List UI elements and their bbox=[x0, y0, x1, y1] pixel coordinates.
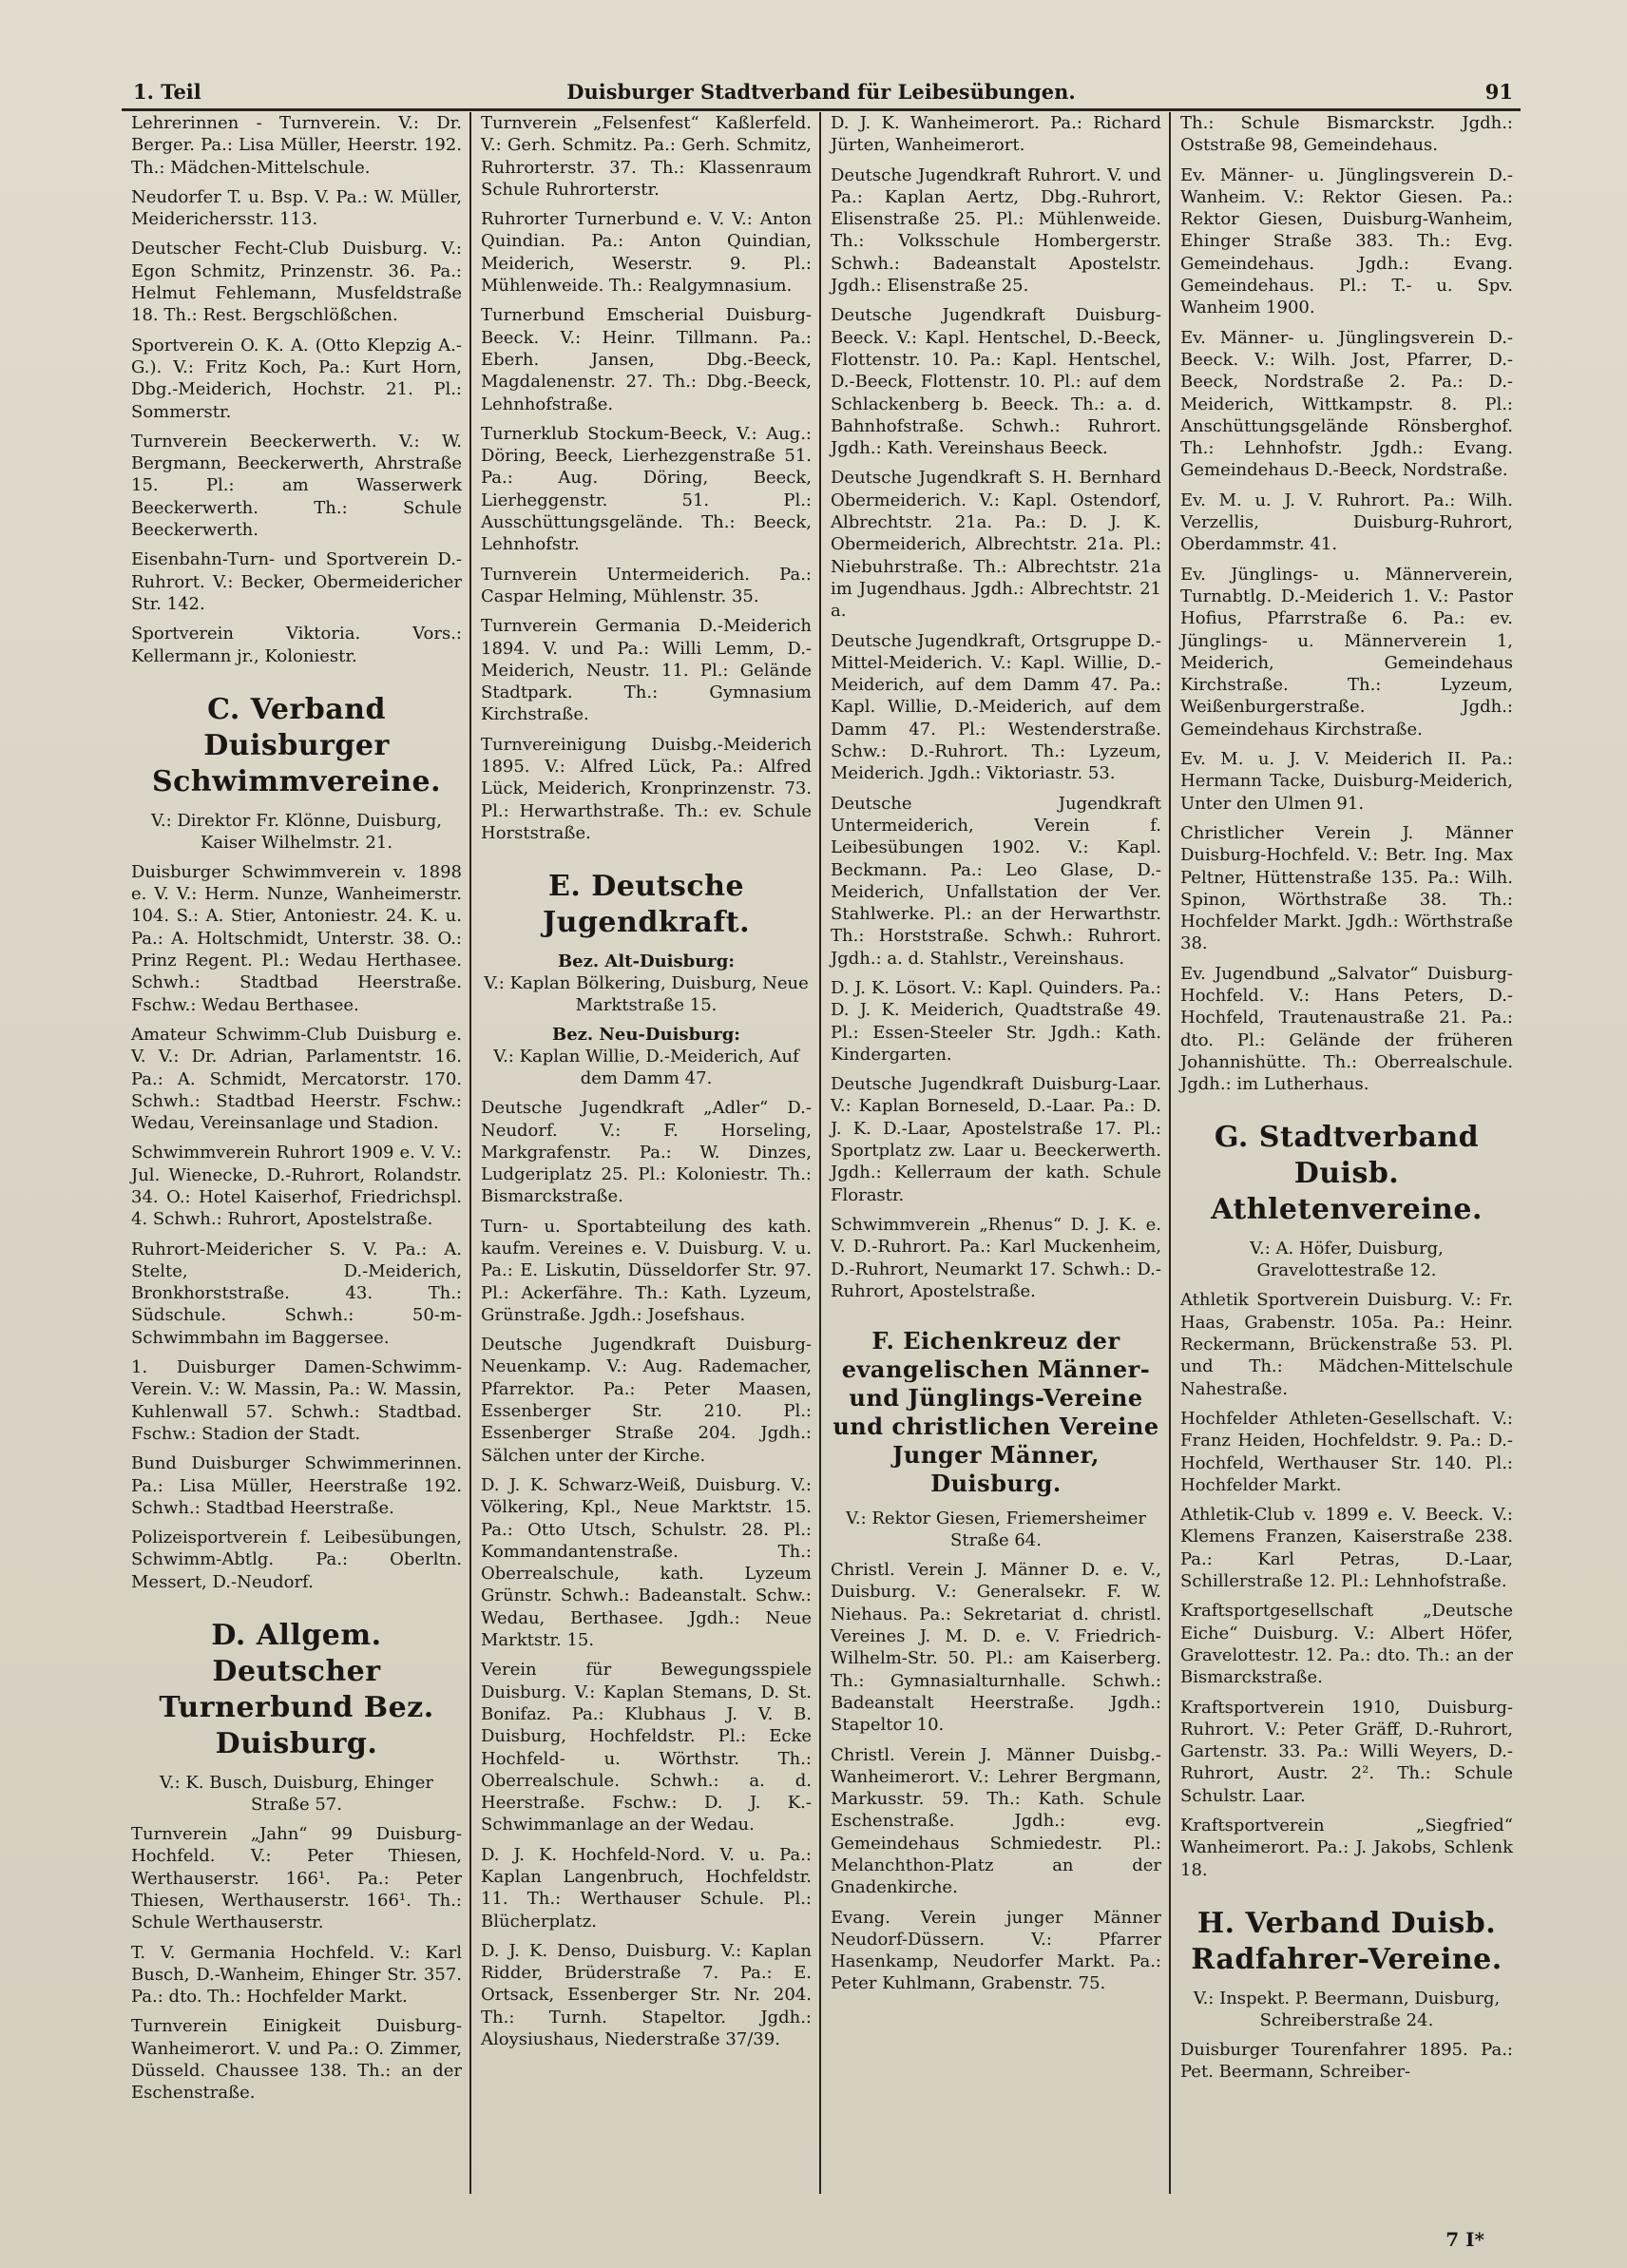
list-item: Neudorfer T. u. Bsp. V. Pa.: W. Müller, Meiderichersstr. 113. bbox=[131, 186, 462, 230]
list-item: Hochfelder Athleten-Gesellschaft. V.: Franz Heiden, Hochfeldstr. 9. Pa.: D.-Hochfeld, Werthauser Str. 140. Pl.: Hochfelder Markt. bbox=[1180, 1408, 1513, 1495]
list-item: Th.: Schule Bismarckstr. Jgdh.: Oststraße 98, Gemeindehaus. bbox=[1180, 113, 1513, 156]
list-item: Duisburger Schwimmverein v. 1898 e. V. V.: Herm. Nunze, Wanheimerstr. 104. S.: A. Stier, Antoniestr. 24. K. u. Pa.: A. Holtschmidt, Unterstr. 38. O.: Prinz Regent. Pl.: Wedau Herthasee. Schwh.: Stadtbad Heerstraße. Fschw.: Wedau Berthasee. bbox=[131, 861, 462, 1015]
list-item: Christlicher Verein J. Männer Duisburg-Hochfeld. V.: Betr. Ing. Max Peltner, Hüttenstraße 135. Pa.: Wilh. Spinon, Wörthstraße 38. Th.: Hochfelder Markt. Jgdh.: Wörthstraße 38. bbox=[1180, 822, 1513, 954]
list-item: Amateur Schwimm-Club Duisburg e. V. V.: Dr. Adrian, Parlamentstr. 16. Pa.: A. Schmidt, Mercatorstr. 170. Schwh.: Stadtbad Heerstr. Fschw.: Wedau, Vereinsanlage und Stadion. bbox=[131, 1024, 462, 1134]
list-item: Deutscher Fecht-Club Duisburg. V.: Egon Schmitz, Prinzenstr. 36. Pa.: Helmut Fehlemann, Musfeldstraße 18. Th.: Rest. Bergschlößchen. bbox=[131, 239, 462, 326]
list-item: Deutsche Jugendkraft „Adler“ D.-Neudorf. V.: F. Horseling, Markgrafenstr. Pa.: W. Dinzes, Ludgeriplatz 25. Pl.: Koloniestr. Th.: Bismarckstraße. bbox=[481, 1098, 812, 1207]
district-alt-leader: V.: Kaplan Bölkering, Duisburg, Neue Marktstraße 15. bbox=[484, 973, 809, 1016]
part-label: 1. Teil bbox=[133, 80, 201, 104]
list-item: Ev. Männer- u. Jünglingsverein D.-Beeck. V.: Wilh. Jost, Pfarrer, D.-Beeck, Nordstraße 2. Pa.: D.-Meiderich, Wittkampstr. 8. Pl.: Anschüttungsgelände Rönsberghof. Th.: Lehnhofstr. Jgdh.: Evang. Gemeindehaus D.-Beeck, Nordstraße. bbox=[1180, 327, 1513, 481]
list-item: Ev. M. u. J. V. Meiderich II. Pa.: Hermann Tacke, Duisburg-Meiderich, Unter den Ulmen 91. bbox=[1180, 749, 1513, 814]
list-item: Deutsche Jugendkraft Duisburg-Neuenkamp. V.: Aug. Rademacher, Pfarrektor. Pa.: Peter Maasen, Essenberger Str. 210. Pl.: Essenberger Straße 204. Jgdh.: Sälchen unter der Kirche. bbox=[481, 1335, 812, 1466]
list-item: Turnverein Beeckerwerth. V.: W. Bergmann, Beeckerwerth, Ahrstraße 15. Pl.: am Wasserwerk Beeckerwerth. Th.: Schule Beeckerwerth. bbox=[131, 431, 462, 541]
page-number: 91 bbox=[1484, 80, 1513, 104]
section-c-leader: V.: Direktor Fr. Klönne, Duisburg, Kaiser Wilhelmstr. 21. bbox=[151, 810, 442, 853]
list-item: Ruhrort-Meidericher S. V. Pa.: A. Stelte, D.-Meiderich, Bronkhorststraße. 43. Th.: Südschule. Schwh.: 50-m-Schwimmbahn im Baggersee. bbox=[131, 1239, 462, 1348]
section-f-leader: V.: Rektor Giesen, Friemersheimer Straße 64. bbox=[846, 1509, 1146, 1551]
section-d-leader: V.: K. Busch, Duisburg, Ehinger Straße 57. bbox=[160, 1773, 433, 1816]
list-item: Kraftsportverein 1910, Duisburg-Ruhrort. V.: Peter Gräff, D.-Ruhrort, Gartenstr. 33. Pa.: Willi Weyers, D.-Ruhrort, Austr. 2². Th.: Schule Schulstr. Laar. bbox=[1180, 1697, 1513, 1806]
list-item: Deutsche Jugendkraft Duisburg-Beeck. V.: Kapl. Hentschel, D.-Beeck, Flottenstr. 10. Pa.: Kapl. Hentschel, D.-Beeck, Flottenstr. 10. Pl.: auf dem Schlackenberg b. Beeck. Th.: a. d. Bahnhofstraße. Schwh.: Ruhrort. Jgdh.: Kath. Vereinshaus Beeck. bbox=[831, 305, 1161, 459]
list-item: Ev. M. u. J. V. Ruhrort. Pa.: Wilh. Verzellis, Duisburg-Ruhrort, Oberdammstr. 41. bbox=[1180, 490, 1513, 555]
list-item: Verein für Bewegungsspiele Duisburg. V.: Kaplan Stemans, D. St. Bonifaz. Pa.: Klubhaus J. V. B. Duisburg, Hochfeldstr. Pl.: Ecke Hochfeld- u. Wörthstr. Th.: Oberrealschule. Schwh.: a. d. Heerstraße. Fschw.: D. J. K.-Schwimmanlage an der Wedau. bbox=[481, 1660, 812, 1836]
list-item: Schwimmverein „Rhenus“ D. J. K. e. V. D.-Ruhrort. Pa.: Karl Muckenheim, D.-Ruhrort, Neumarkt 17. Schwh.: D.-Ruhrort, Apostelstraße. bbox=[831, 1214, 1161, 1301]
list-item: Turnverein „Jahn“ 99 Duisburg-Hochfeld. V.: Peter Thiesen, Werthauserstr. 166¹. Pa.: Peter Thiesen, Werthauserstr. 166¹. Th.: Schule Werthauserstr. bbox=[131, 1824, 462, 1933]
list-item: Deutsche Jugendkraft, Ortsgruppe D.-Mittel-Meiderich. V.: Kapl. Willie, D.-Meiderich, auf dem Damm 47. Pa.: Kapl. Willie, D.-Meiderich, auf dem Damm 47. Pl.: Westenderstraße. Schw.: D.-Ruhrort. Th.: Lyzeum, Meiderich. Jgdh.: Viktoriastr. 53. bbox=[831, 630, 1161, 784]
list-item: Turnverein Germania D.-Meiderich 1894. V. und Pa.: Willi Lemm, D.-Meiderich, Neustr. 11. Pl.: Gelände Stadtpark. Th.: Gymnasium Kirchstraße. bbox=[481, 616, 812, 725]
list-item: D. J. K. Denso, Duisburg. V.: Kaplan Ridder, Brüderstraße 7. Pa.: E. Ortsack, Essenberger Str. Nr. 204. Th.: Turnh. Stapeltor. Jgdh.: Aloysiushaus, Niederstraße 37/39. bbox=[481, 1940, 812, 2050]
column-4 bbox=[1171, 112, 1521, 2194]
list-item: Sportverein O. K. A. (Otto Klepzig A.-G.). V.: Fritz Koch, Pa.: Kurt Horn, Dbg.-Meiderich, Hochstr. 21. Pl.: Sommerstr. bbox=[131, 335, 462, 422]
list-item: Ev. Jünglings- u. Männerverein, Turnabtlg. D.-Meiderich 1. V.: Pastor Hofius, Pfarrstraße 6. Pa.: ev. Jünglings- u. Männerverein 1, Meiderich, Gemeindehaus Kirchstraße. Th.: Lyzeum, Weißenburgerstraße. Jgdh.: Gemeindehaus Kirchstraße. bbox=[1180, 564, 1513, 740]
section-h-leader: V.: Inspekt. P. Beermann, Duisburg, Schreiberstraße 24. bbox=[1193, 1988, 1501, 2030]
list-item: Schwimmverein Ruhrort 1909 e. V. V.: Jul. Wienecke, D.-Ruhrort, Rolandstr. 34. O.: Hotel Kaiserhof, Friedrichspl. 4. Schwh.: Ruhrort, Apostelstraße. bbox=[131, 1143, 462, 1230]
list-item: Turnerklub Stockum-Beeck, V.: Aug.: Döring, Beeck, Lierhezgenstraße 51. Pa.: Aug. Döring, Beeck, Lierheggenstr. 51. Pl.: Ausschüttungsgelände. Th.: Beeck, Lehnhofstr. bbox=[481, 423, 812, 555]
column-1 bbox=[122, 112, 471, 2194]
district-neu-leader: V.: Kaplan Willie, D.-Meiderich, Auf dem Damm 47. bbox=[493, 1047, 799, 1089]
list-item: Kraftsportgesellschaft „Deutsche Eiche“ Duisburg. V.: Albert Höfer, Gravelottestr. 12. Pa.: dto. Th.: an der Bismarckstraße. bbox=[1180, 1601, 1513, 1688]
columns bbox=[122, 112, 1521, 2194]
list-item: Turnvereinigung Duisbg.-Meiderich 1895. V.: Alfred Lück, Pa.: Alfred Lück, Meiderich, Kronprinzenstr. 73. Pl.: Herwarthstraße. Th.: ev. Schule Horststraße. bbox=[481, 734, 812, 843]
list-item: Duisburger Tourenfahrer 1895. Pa.: Pet. Beermann, Schreiber- bbox=[1180, 2039, 1513, 2083]
list-item: Kraftsportverein „Siegfried“ Wanheimerort. Pa.: J. Jakobs, Schlenk 18. bbox=[1180, 1816, 1513, 1880]
list-item: Sportverein Viktoria. Vors.: Kellermann jr., Koloniestr. bbox=[131, 624, 462, 666]
section-f-heading: F. Eichenkreuz der evangelischen Männer- und Jünglings-Vereine und christlichen Vereine Junger Männer, Duisburg. bbox=[833, 1327, 1159, 1498]
column-3 bbox=[821, 112, 1171, 2194]
section-e-heading: E. Deutsche Jugendkraft. bbox=[542, 870, 751, 940]
list-item: Athletik-Club v. 1899 e. V. Beeck. V.: Klemens Franzen, Kaiserstraße 238. Pa.: Karl Petras, D.-Laar, Schillerstraße 12. Pl.: Lehnhofstraße. bbox=[1180, 1505, 1513, 1592]
list-item: T. V. Germania Hochfeld. V.: Karl Busch, D.-Wanheim, Ehinger Str. 357. Pa.: dto. Th.: Hochfelder Markt. bbox=[131, 1942, 462, 2008]
list-item: Turnverein Einigkeit Duisburg-Wanheimerort. V. und Pa.: O. Zimmer, Düsseld. Chaussee 138. Th.: an der Eschenstraße. bbox=[131, 2016, 462, 2104]
list-item: Athletik Sportverein Duisburg. V.: Fr. Haas, Grabenstr. 105a. Pa.: Heinr. Reckermann, Brückenstraße 53. Pl. und Th.: Mädchen-Mittelschule Nahestraße. bbox=[1180, 1290, 1513, 1399]
list-item: Ev. Jugendbund „Salvator“ Duisburg-Hochfeld. V.: Hans Peters, D.-Hochfeld, Trautenaustraße 21. Pa.: dto. Pl.: Gelände der früheren Johannishütte. Th.: Oberrealschule. Jgdh.: im Lutherhaus. bbox=[1180, 963, 1513, 1095]
list-item: Deutsche Jugendkraft Untermeiderich, Verein f. Leibesübungen 1902. V.: Kapl. Beckmann. Pa.: Leo Glase, D.-Meiderich, Unfallstation der Ver. Stahlwerke. Pl.: an der Herwarthstr. Th.: Horststraße. Schwh.: Ruhrort. Jgdh.: a. d. Stahlstr., Vereinshaus. bbox=[831, 793, 1161, 969]
page-title: Duisburger Stadtverband für Leibesübungen. bbox=[566, 80, 1076, 104]
district-neu-heading: Bez. Neu-Duisburg: bbox=[552, 1025, 740, 1046]
list-item: Deutsche Jugendkraft Ruhrort. V. und Pa.: Kaplan Aertz, Dbg.-Ruhrort, Elisenstraße 25. Pl.: Mühlenweide. Th.: Volksschule Hombergerstr. Schwh.: Badeanstalt Apostelstr. Jgdh.: Elisenstraße 25. bbox=[831, 164, 1161, 297]
list-item: Turnerbund Emscherial Duisburg-Beeck. V.: Heinr. Tillmann. Pa.: Eberh. Jansen, Dbg.-Beeck, Magdalenenstr. 27. Th.: Dbg.-Beeck, Lehnhofstraße. bbox=[481, 305, 812, 414]
list-item: D. J. K. Lösort. V.: Kapl. Quinders. Pa.: D. J. K. Meiderich, Quadtstraße 49. Pl.: Essen-Steeler Str. Jgdh.: Kath. Kindergarten. bbox=[831, 977, 1161, 1065]
list-item: Christl. Verein J. Männer Duisbg.-Wanheimerort. V.: Lehrer Bergmann, Markusstr. 59. Th.: Kath. Schule Eschenstraße. Jgdh.: evg. Gemeindehaus Schmiedestr. Pl.: Melanchthon-Platz an der Gnadenkirche. bbox=[831, 1744, 1161, 1898]
list-item: Deutsche Jugendkraft Duisburg-Laar. V.: Kaplan Borneseld, D.-Laar. Pa.: D. J. K. D.-Laar, Apostelstraße 17. Pl.: Sportplatz zw. Laar u. Beeckerwerth. Jgdh.: Kellerraum der kath. Schule Florastr. bbox=[831, 1074, 1161, 1205]
list-item: Evang. Verein junger Männer Neudorf-Düssern. V.: Pfarrer Hasenkamp, Neudorfer Markt. Pa.: Peter Kuhlmann, Grabenstr. 75. bbox=[831, 1907, 1161, 1994]
list-item: Deutsche Jugendkraft S. H. Bernhard Obermeiderich. V.: Kapl. Ostendorf, Albrechtstr. 21a. Pa.: D. J. K. Obermeiderich, Albrechtstr. 21a. Pl.: Niebuhrstraße. Th.: Albrechtstr. 21a im Jugendhaus. Jgdh.: Albrechtstr. 21 a. bbox=[831, 468, 1161, 622]
list-item: Polizeisportverein f. Leibesübungen, Schwimm-Abtlg. Pa.: Oberltn. Messert, D.-Neudorf. bbox=[131, 1528, 462, 1592]
list-item: Turnverein Untermeiderich. Pa.: Caspar Helming, Mühlenstr. 35. bbox=[481, 564, 812, 606]
section-g-heading: G. Stadtverband Duisb. Athletenvereine. bbox=[1211, 1121, 1483, 1227]
list-item: D. J. K. Schwarz-Weiß, Duisburg. V.: Völkering, Kpl., Neue Marktstr. 15. Pa.: Otto Utsch, Schulstr. 28. Pl.: Kommandantenstraße. Th.: Oberrealschule, kath. Lyzeum Grünstr. Schwh.: Badeanstalt. Schw.: Wedau, Berthasee. Jgdh.: Neue Marktstr. 15. bbox=[481, 1474, 812, 1651]
list-item: 1. Duisburger Damen-Schwimm-Verein. V.: W. Massin, Pa.: W. Massin, Kuhlenwall 57. Schwh.: Stadtbad. Fschw.: Stadion der Stadt. bbox=[131, 1357, 462, 1444]
list-item: Ev. Männer- u. Jünglingsverein D.-Wanheim. V.: Rektor Giesen. Pa.: Rektor Giesen, Duisburg-Wanheim, Ehinger Straße 383. Th.: Evg. Gemeindehaus. Jgdh.: Evang. Gemeindehaus. Pl.: T.- u. Spv. Wanheim 1900. bbox=[1180, 164, 1513, 318]
list-item: Lehrerinnen - Turnverein. V.: Dr. Berger. Pa.: Lisa Müller, Heerstr. 192. Th.: Mädchen-Mittelschule. bbox=[131, 113, 462, 178]
district-alt-heading: Bez. Alt-Duisburg: bbox=[557, 951, 736, 972]
section-d-heading: D. Allgem. Deutscher Turnerbund Bez. Duisburg. bbox=[159, 1619, 434, 1761]
page-header bbox=[122, 76, 1521, 111]
column-2 bbox=[471, 112, 821, 2194]
section-c-heading: C. Verband Duisburger Schwimmvereine. bbox=[151, 692, 442, 798]
list-item: Ruhrorter Turnerbund e. V. V.: Anton Quindian. Pa.: Anton Quindian, Meiderich, Weserstr. 9. Pl.: Mühlenweide. Th.: Realgymnasium. bbox=[481, 209, 812, 297]
list-item: Bund Duisburger Schwimmerinnen. Pa.: Lisa Müller, Heerstraße 192. Schwh.: Stadtbad Heerstraße. bbox=[131, 1453, 462, 1518]
list-item: Turnverein „Felsenfest“ Kaßlerfeld. V.: Gerh. Schmitz. Pa.: Gerh. Schmitz, Ruhrorterstr. 37. Th.: Klassenraum Schule Ruhrorterstr. bbox=[481, 113, 812, 200]
list-item: D. J. K. Hochfeld-Nord. V. u. Pa.: Kaplan Langenbruch, Hochfeldstr. 11. Th.: Werthauser Schule. Pl.: Blücherplatz. bbox=[481, 1844, 812, 1932]
section-g-leader: V.: A. Höfer, Duisburg, Gravelottestraße 12. bbox=[1250, 1239, 1444, 1281]
list-item: Christl. Verein J. Männer D. e. V., Duisburg. V.: Generalsekr. F. W. Niehaus. Pa.: Sekretariat d. christl. Vereines J. M. D. e. V. Friedrich-Wilhelm-Str. 50. Pl.: am Kaiserberg. Th.: Gymnasialturnhalle. Schwh.: Badeanstalt Heerstraße. Jgdh.: Stapeltor 10. bbox=[831, 1560, 1161, 1736]
list-item: D. J. K. Wanheimerort. Pa.: Richard Jürten, Wanheimerort. bbox=[831, 113, 1161, 156]
section-h-heading: H. Verband Duisb. Radfahrer-Vereine. bbox=[1191, 1906, 1503, 1976]
sheet-mark: 7 I* bbox=[1445, 2228, 1484, 2251]
list-item: Eisenbahn-Turn- und Sportverein D.-Ruhrort. V.: Becker, Obermeidericher Str. 142. bbox=[131, 549, 462, 614]
list-item: Turn- u. Sportabteilung des kath. kaufm. Vereines e. V. Duisburg. V. u. Pa.: E. Liskutin, Düsseldorfer Str. 97. Pl.: Ackerfähre. Th.: Kath. Lyzeum, Grünstraße. Jgdh.: Josefshaus. bbox=[481, 1216, 812, 1325]
